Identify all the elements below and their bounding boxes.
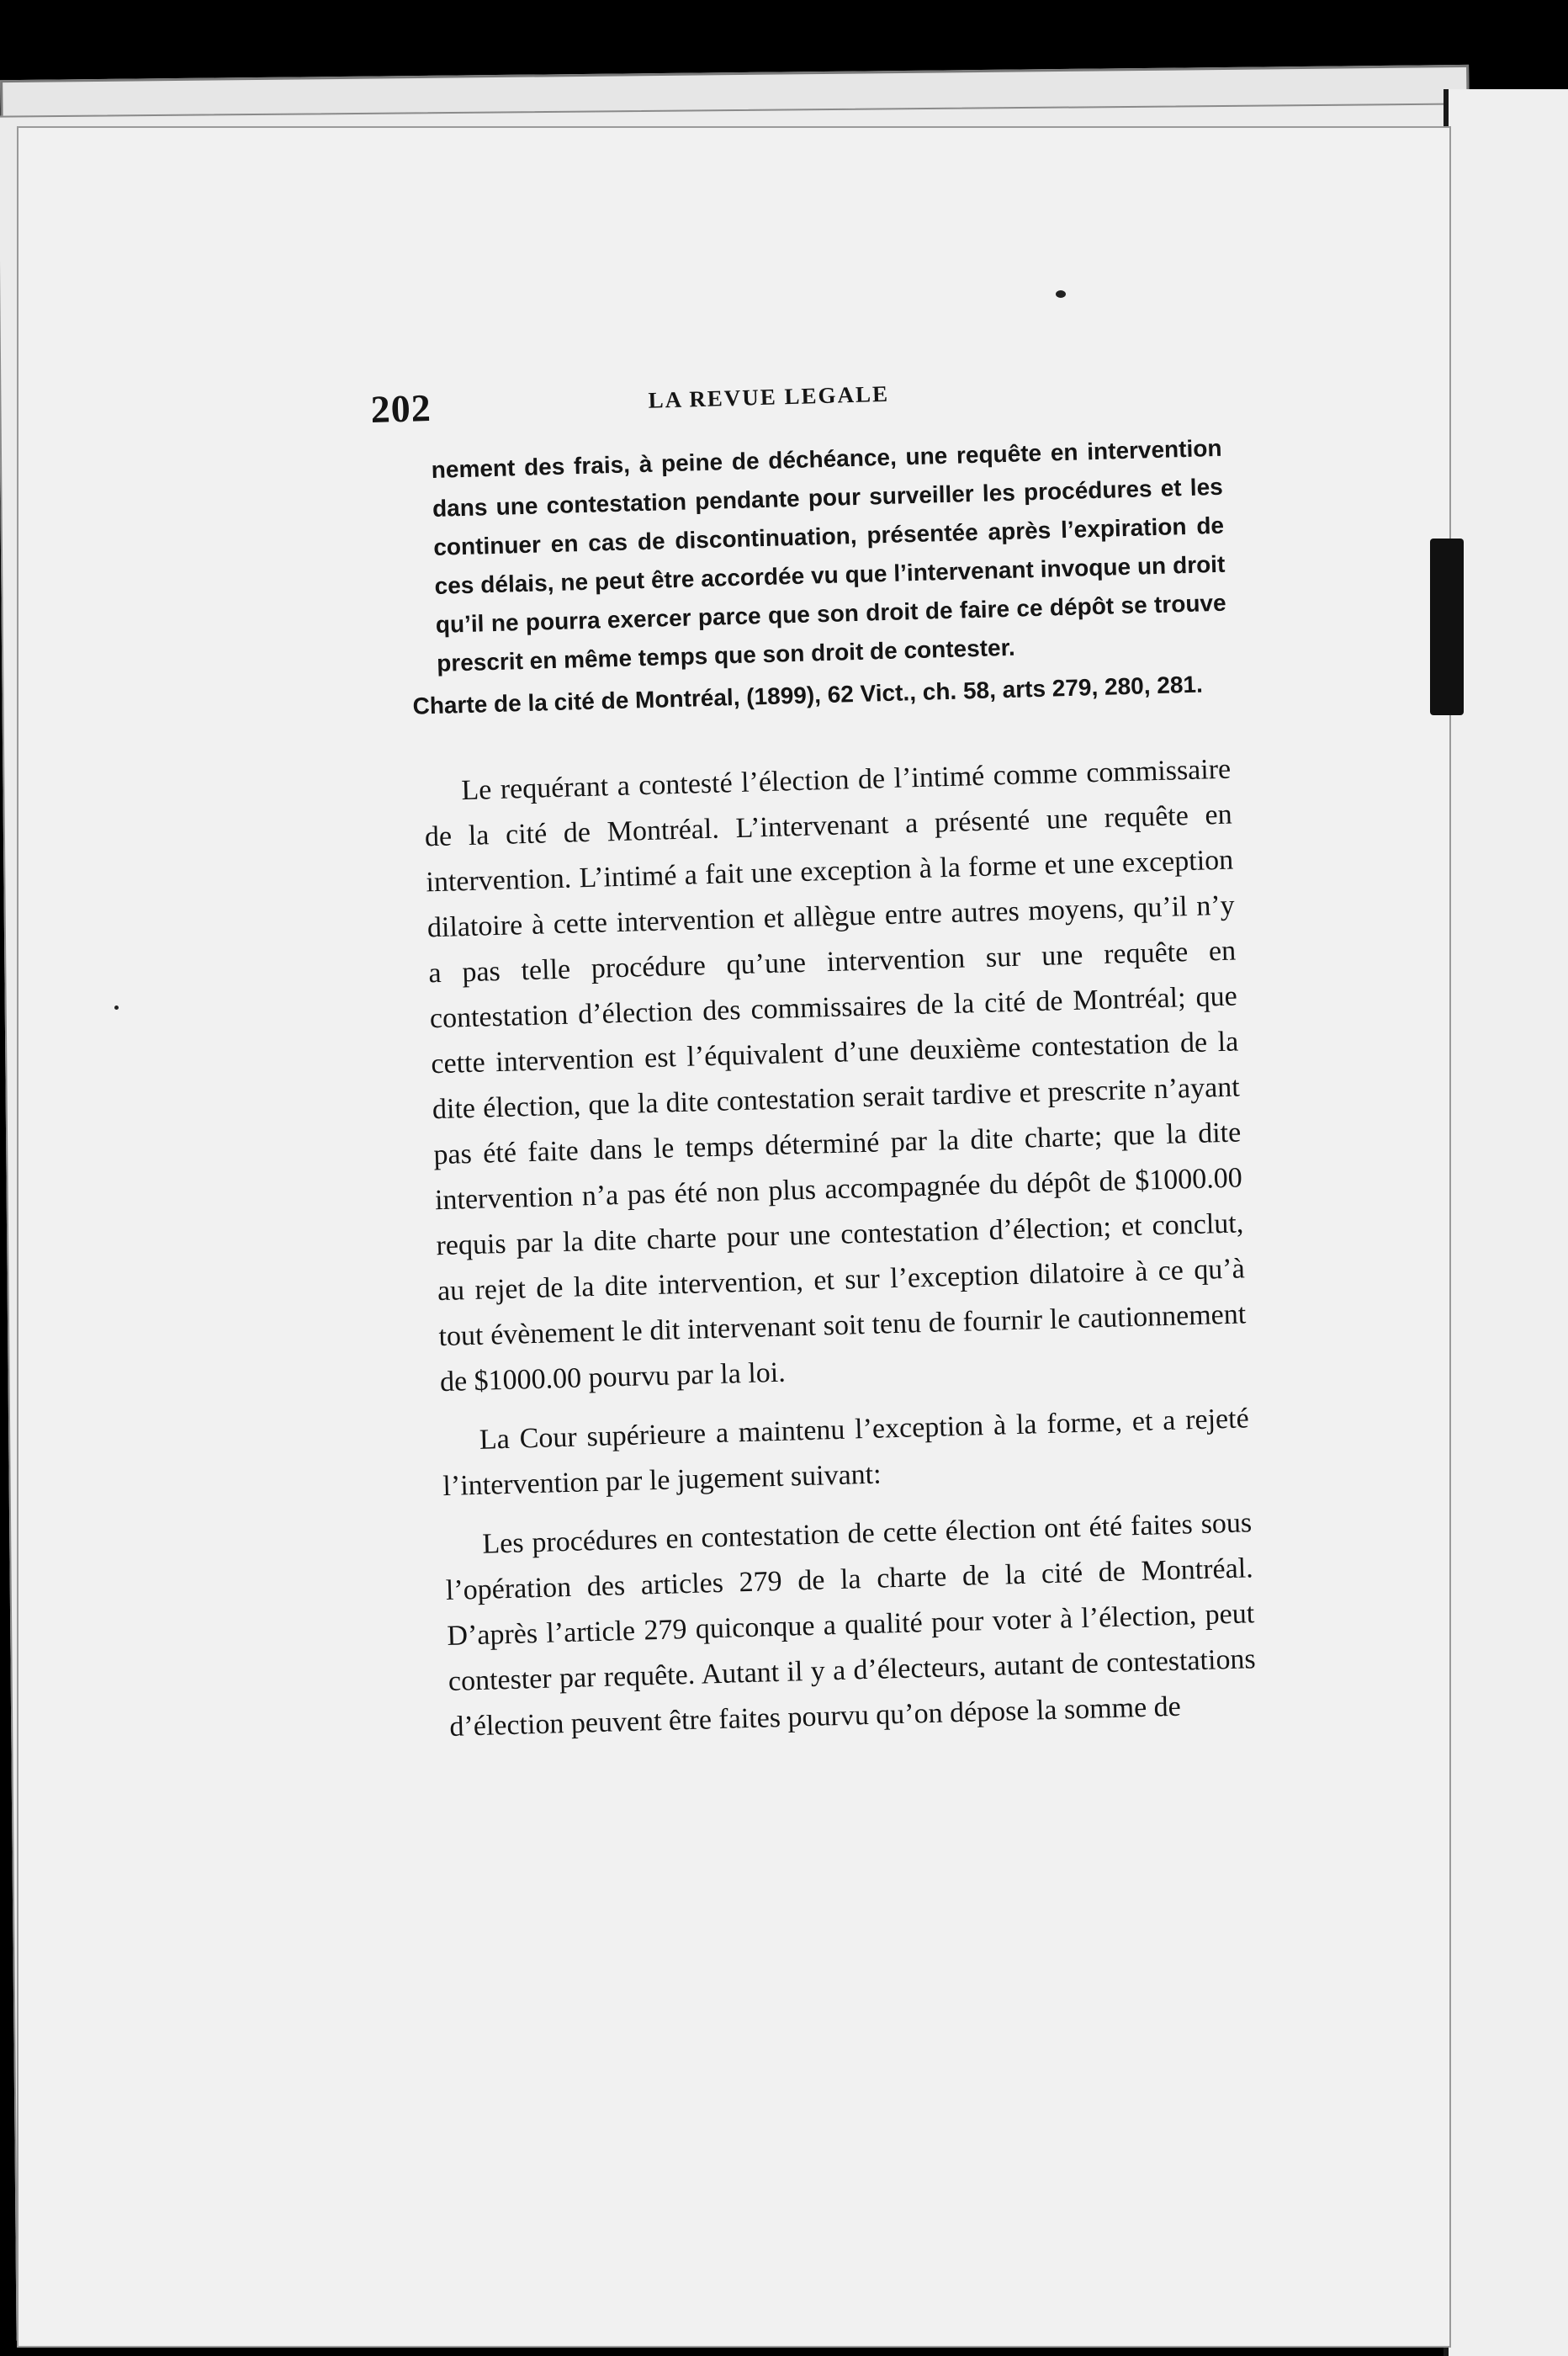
running-title: LA REVUE LEGALE [648, 380, 890, 413]
page-text-block [370, 363, 1274, 1751]
binding-clip [1430, 539, 1464, 715]
facing-page-edge [1444, 89, 1568, 2356]
body-paragraph: Le requérant a contesté l’élection de l’intimé comme commissaire de la cité de Montréal. L’intervenant a présenté une requête en intervention. L’intimé a fait une exception à la forme et une exception dilatoire à cette intervention et allègue entre autres moyens, qu’il n’y a pas telle procédure qu’une intervention sur une requête en contestation d’élection des commissaires de la cité de Montréal; que cette intervention est l’équivalent d’une deuxième contestation de la dite élection, que la dite contestation serait tardive et prescrite n’ayant pas été faite dans le temps déterminé par la dite charte; que la dite intervention n’a pas été non plus accompagnée du dépôt de $1000.00 requis par la dite charte pour une contestation d’élection; et conclut, au rejet de la dite intervention, et sur l’exception dilatoire à ce qu’à tout évènement le dit intervenant soit tenu de fournir le cautionnement de $1000.00 pourvu par la loi. [424, 753, 1247, 1398]
statute-citation: Charte de la cité de Montréal, (1899), 62 Vict., ch. 58, arts 279, 280, 281. [412, 671, 1204, 719]
ink-speck [114, 1006, 119, 1010]
headnote: nement des frais, à peine de déchéance, une requête en intervention dans une contestation pendante pour surveiller les procédures et les continuer en cas de discontinuation, présentée après l’expiration de ces délais, ne peut être accordée vu que l’intervenant invoque un droit qu’il ne pourra exercer parce que son droit de faire ce dépôt se trouve prescrit en même temps que son droit de contester. [431, 434, 1226, 677]
body-paragraph: Les procédures en contestation de cette élection ont été faites sous l’opération des articles 279 de la charte de la cité de Montréal. D’après l’article 279 quiconque a qualité pour voter à l’élection, peut contester par requête. Autant il y a d’électeurs, autant de contestations d’élection peuvent être faites pourvu qu’on dépose la somme de [445, 1507, 1257, 1743]
page-number: 202 [370, 385, 432, 431]
body-paragraph: La Cour supérieure a maintenu l’exception à la forme, et a rejeté l’intervention par le jugement suivant: [442, 1403, 1250, 1503]
ink-speck [1056, 290, 1066, 298]
